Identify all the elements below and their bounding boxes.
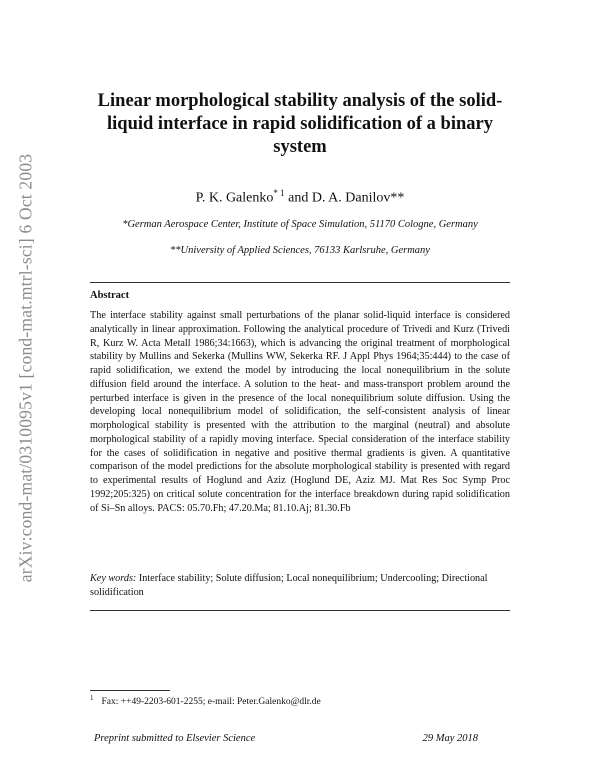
- arxiv-side-stamp: [14, 128, 38, 608]
- footnote: [90, 694, 321, 707]
- abstract-heading: Abstract: [90, 290, 130, 301]
- keywords-list: Interface stability; Solute diffusion; Local nonequilibrium; Undercooling; Directional solidification: [90, 573, 488, 598]
- arxiv-identifier: arXiv:cond-mat/0310095v1 [cond-mat.mtrl-sci] 6 Oct 2003: [15, 153, 36, 583]
- author-connector: and: [284, 190, 312, 206]
- keywords: [90, 572, 510, 600]
- footnote-text: Fax: ++49-2203-601-2255; e-mail: Peter.Galenko@dlr.de: [101, 697, 321, 708]
- paper-title: Linear morphological stability analysis of the solid-liquid interface in rapid solidification of a binary system: [97, 91, 503, 157]
- affiliation-karlsruhe: **University of Applied Sciences, 76133 Karlsruhe, Germany: [170, 245, 430, 256]
- author-danilov: D. A. Danilov**: [311, 190, 405, 206]
- abstract-top-rule: [90, 282, 510, 283]
- author-marks: * 1: [273, 188, 285, 198]
- author-galenko: P. K. Galenko: [195, 190, 274, 206]
- abstract-bottom-rule: [90, 610, 510, 611]
- keywords-label: Key words:: [90, 573, 137, 584]
- affiliation-dlr: *German Aerospace Center, Institute of Space Simulation, 51170 Cologne, Germany: [122, 219, 478, 230]
- preprint-notice: Preprint submitted to Elsevier Science: [94, 733, 256, 744]
- abstract-body: The interface stability against small perturbations of the planar solid-liquid interface is considered analytically in linear approximation. Following the analytical procedure of Trivedi and Kurz (Trivedi R, Kurz W. Acta Metall 1986;34:1663), which is advancing the original treatment of morphological stability by Mullins and Sekerka (Mullins WW, Sekerka RF. J Appl Phys 1964;35:444) to the case of rapid solidification, we extend the model by introducing the local nonequilibrium in the solute diffusion field around the interface. A solution to the heat- and mass-transport problem around the perturbed interface is given in the presence of the local nonequilibrium solute diffusion. Using the developing local nonequilibrium model of solidification, the self-consistent analysis of linear morphological stability is presented with the attribution to the marginal (neutral) and absolute morphological stability of a rapidly moving interface. Special consideration of the interface stability for the cases of solidification in negative and positive thermal gradients is given. A quantitative comparison of the model predictions for the absolute morphological stability is presented with regard to experimental results of Hoglund and Aziz (Hoglund DE, Aziz MJ. Mat Res Soc Symp Proc 1992;205:325) on critical solute concentration for the interface breakdown during rapid solidification of Si–Sn alloys. PACS: 05.70.Fh; 47.20.Ma; 81.10.Aj; 81.30.Fb: [90, 310, 510, 514]
- footer-date: 29 May 2018: [422, 733, 478, 744]
- footnote-mark: 1: [90, 694, 94, 702]
- footnote-rule: [90, 690, 170, 691]
- author-line: [60, 188, 540, 207]
